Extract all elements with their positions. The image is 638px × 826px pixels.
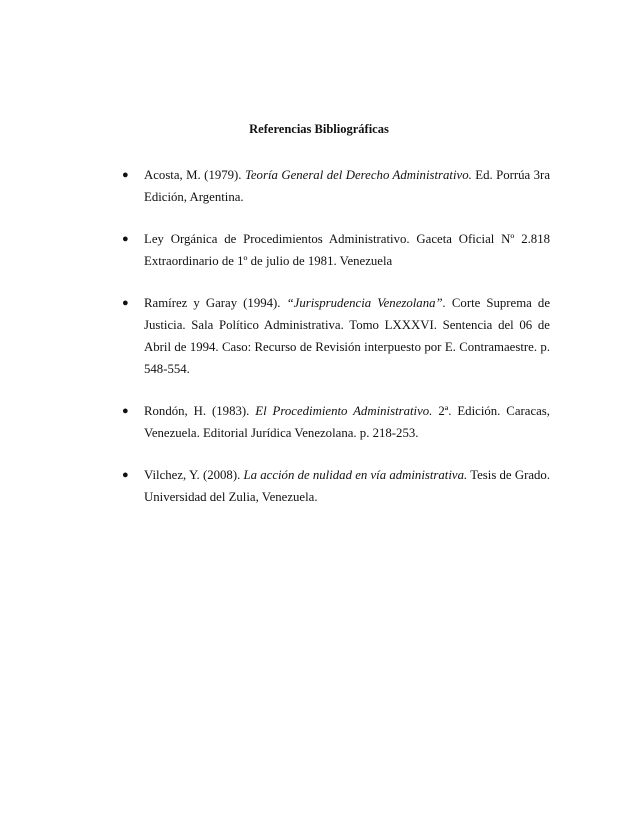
- reference-item-acosta: [122, 164, 550, 208]
- reference-text: Ley Orgánica de Procedimientos Administrativo. Gaceta Oficial Nº 2.818 Extraordinario de 1º de julio de 1981. Venezuela: [144, 232, 550, 268]
- reference-title: La acción de nulidad en vía administrativa.: [243, 468, 468, 482]
- reference-text: Tesis de Grado. Universidad del Zulia, Venezuela.: [144, 468, 550, 504]
- bullet-icon: ●: [122, 169, 129, 181]
- reference-text: Ramírez y Garay (1994).: [144, 296, 287, 310]
- page-title: Referencias Bibliográficas: [249, 122, 389, 136]
- bullet-icon: ●: [122, 469, 129, 481]
- reference-item-ramirez-garay: [122, 292, 550, 380]
- reference-title: “Jurisprudencia Venezolana”.: [286, 296, 446, 310]
- reference-item-ley-organica: [122, 228, 550, 272]
- reference-list: [122, 164, 550, 528]
- bullet-icon: ●: [122, 405, 129, 417]
- reference-text: 2ª. Edición. Caracas, Venezuela. Editorial Jurídica Venezolana. p. 218-253.: [144, 404, 550, 440]
- reference-title: El Procedimiento Administrativo.: [255, 404, 433, 418]
- reference-text: Corte Suprema de Justicia. Sala Político Administrativa. Tomo LXXXVI. Sentencia del 06 de Abril de 1994. Caso: Recurso de Revisión interpuesto por E. Contramaestre. p. 548-554.: [144, 296, 550, 376]
- bullet-icon: ●: [122, 297, 129, 309]
- reference-text: Ed. Porrúa 3ra Edición, Argentina.: [144, 168, 550, 204]
- bullet-icon: ●: [122, 233, 129, 245]
- reference-text: Vilchez, Y. (2008).: [144, 468, 244, 482]
- reference-text: Acosta, M. (1979).: [144, 168, 245, 182]
- reference-title: Teoría General del Derecho Administrativo.: [244, 168, 472, 182]
- reference-text: Rondón, H. (1983).: [144, 404, 256, 418]
- reference-item-rondon: [122, 400, 550, 444]
- reference-item-vilchez: [122, 464, 550, 508]
